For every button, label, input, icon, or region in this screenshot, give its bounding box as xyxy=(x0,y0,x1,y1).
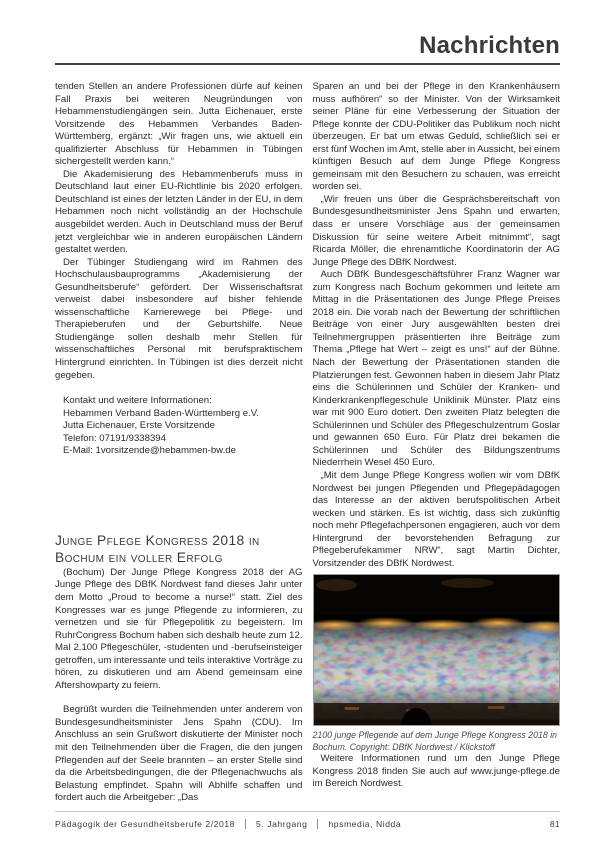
page-header xyxy=(55,0,560,65)
paragraph-sparen: Sparen an und bei der Pflege in den Krankenhäusern muss aufhören“ so der Minister. Von der Wirksamkeit seiner Pläne für eine Verbesserung der Situation der Pflege konnte der CDU-Politiker das Publikum noch nicht überzeugen. Er bat um etwas Geduld, schließlich sei er erst fünf Wochen im Amt, stelle aber in Aussicht, bei einem künftigen Besuch auf dem Junge Pflege Kongress gemeinsam mit den Besuchern zu schauen, was erreicht worden sei. xyxy=(312,81,560,193)
contact-line-title: Kontakt und weitere Informationen: xyxy=(63,395,212,407)
paragraph-preis: Auch DBfK Bundesgeschäftsführer Franz Wagner war zum Kongress nach Bochum gekommen und leitete am Mittag in die Präsentationen des Junge Pflege Preises 2018 ein. Die vorab nach der Bewertung der schriftlichen Beiträge von einer Jury ausgewählten besten drei Teilnehmergruppen präsentierten ihre Beiträge zum Thema „Pflege hat Wert – zeigt es uns!“ auf der Bühne. Nach der Bewertung der Präsentationen standen die Platzierungen fest. Gewonnen haben in diesem Jahr Platz eins die Schülerinnen und Schüler der Kranken- und Kinderkrankenpflegeschule Uniklinik Münster. Platz eins war mit 900 Euro dotiert. Den zweiten Platz belegten die Schülerinnen und Schüler des Pflegeschulzentrum Goslar und gewannen 650 Euro. Für Platz drei bekamen die Schülerinnen und Schüler des Bildungszentrums Niederrhein Wesel 450 Euro. xyxy=(312,269,560,469)
paragraph-kongress-intro: (Bochum) Der Junge Pflege Kongress 2018 der AG Junge Pflege des DBfK Nordwest fand dieses Jahr unter dem Motto „Proud to become a nurse!“ statt. Ziel des Kongresses war es junge Pflegende zu informieren, zu vernetzen und sie für Pflegepolitik zu begeistern. Im RuhrCongress Bochum haben sich deshalb heute zum 12. Mal 2.100 Pflegeschüler, -studenten und -berufseinsteiger getroffen, um interessante und teils interaktive Vorträge zu hören, zu diskutieren und am Abend gemeinsam eine Aftershowparty zu feiern. xyxy=(55,566,303,691)
paragraph-freuen: „Wir freuen uns über die Gesprächsbereitschaft von Bundesgesundheitsminister Jens Spahn und erwarten, dass er unsere Vorschläge aus der gemeinsamen Diskussion für seine weitere Arbeit mitnimmt“, sagt Ricarda Möller, die ehrenamtliche Koordinatorin der AG Junge Pflege des DBfK Nordwest. xyxy=(312,193,560,268)
photo-caption: 2100 junge Pflegende auf dem Junge Pflege Kongress 2018 in Bochum. Copyright: DBfK Nordwest / Klickstoff xyxy=(312,730,558,752)
paragraph-kammer: „Mit dem Junge Pflege Kongress wollen wir vom DBfK Nordwest bei jungen Pflegenden und Pflegepädagogen das Interesse an der aktiven berufspolitischen Arbeit wecken und stärken. Es ist wichtig, dass sich zukünftig noch mehr Pflegefachpersonen engagieren, auch vor dem Hintergrund der bevorstehenden Befragung zur Pflegeberufekammer NRW“, sagt Martin Dichter, Vorsitzender des DBfK Nordwest. xyxy=(312,469,560,569)
right-column xyxy=(313,81,561,805)
two-column-content xyxy=(55,81,560,805)
contact-line-email: E-Mail: 1vorsitzende@hebammen-bw.de xyxy=(63,445,236,457)
article-heading-junge-pflege: Junge Pflege Kongress 2018 in Bochum ein voller Erfolg xyxy=(55,532,260,566)
paragraph-begruessung: Begrüßt wurden die Teilnehmenden unter anderem von Bundesgesundheitsminister Jens Spahn (CDU). Im Anschluss an sein Grußwort diskutierte der Minister noch mit den Teilnehmenden über die Fragen, die den jungen Pflegenden auf der Seele brannten – an erster Stelle sind da die Arbeitsbedingungen, die der Pflegenachwuchs als Belastung empfindet. Spahn will Abhilfe schaffen und fordert auch die Arbeitgeber: „Das xyxy=(55,704,303,804)
footer-volume: 5. Jahrgang xyxy=(256,819,308,829)
page-footer xyxy=(55,811,560,829)
congress-crowd-photo xyxy=(313,574,561,726)
congress-photo-figure xyxy=(313,574,561,753)
contact-block xyxy=(55,395,303,458)
paragraph-akademisierung: Die Akademisierung des Hebammenberufs muss in Deutschland laut einer EU-Richtlinie bis 2020 erfolgen. Deutschland ist eines der letzten Länder in der EU, in dem Hebammen noch nicht vollständig an der Hochschule ausgebildet werden. Auch in Deutschland muss der Beruf jetzt vergleichbar wie in anderen europäischen Ländern gestaltet werden. xyxy=(55,168,303,256)
paragraph-tuebingen: Der Tübinger Studiengang wird im Rahmen des Hochschulausbauprogramms „Akademisierung der Gesundheitsberufe“ gefördert. Der Wissenschaftsrat verweist dabei insbesondere auf bisher fehlende wissenschaftliche Karrierewege bei Pflege- und Therapieberufen und der Geburtshilfe. Neue Studiengänge sollen deshalb mehr Stellen für wissenschaftliches Personal mit berufspraktischem Hintergrund einrichten. In Tübingen ist dies derzeit nicht gegeben. xyxy=(55,256,303,381)
footer-divider xyxy=(245,819,246,829)
header-rule xyxy=(55,63,560,65)
footer-publisher: hpsmedia, Nidda xyxy=(328,819,402,829)
footer-divider xyxy=(317,819,318,829)
left-column xyxy=(55,81,303,805)
contact-line-person: Jutta Eichenauer, Erste Vorsitzende xyxy=(63,420,215,432)
paragraph-weitere-informationen: Weitere Informationen rund um den Junge Pflege Kongress 2018 finden Sie auch auf www.junge-pflege.de im Bereich Nordwest. xyxy=(312,753,560,790)
contact-line-phone: Telefon: 07191/9338394 xyxy=(63,432,166,444)
paragraph-hebammen-continuation: tenden Stellen an andere Professionen dürfe auf keinen Fall Praxis bei weiteren Neugründungen von Hebammenstudiengängen sein. Jutta Eichenauer, erste Vorsitzende des Hebammen Verbandes Baden-Württemberg, ergänzt: „Wir fragen uns, wie aktuell ein qualifizierter Abschluss für Hebammen in Tübingen sichergestellt werden kann.“ xyxy=(55,81,303,168)
page-number: 81 xyxy=(549,819,560,829)
footer-journal-title: Pädagogik der Gesundheitsberufe 2/2018 xyxy=(55,819,236,829)
contact-line-organisation: Hebammen Verband Baden-Württemberg e.V. xyxy=(63,407,259,419)
page-title: Nachrichten xyxy=(419,32,560,59)
